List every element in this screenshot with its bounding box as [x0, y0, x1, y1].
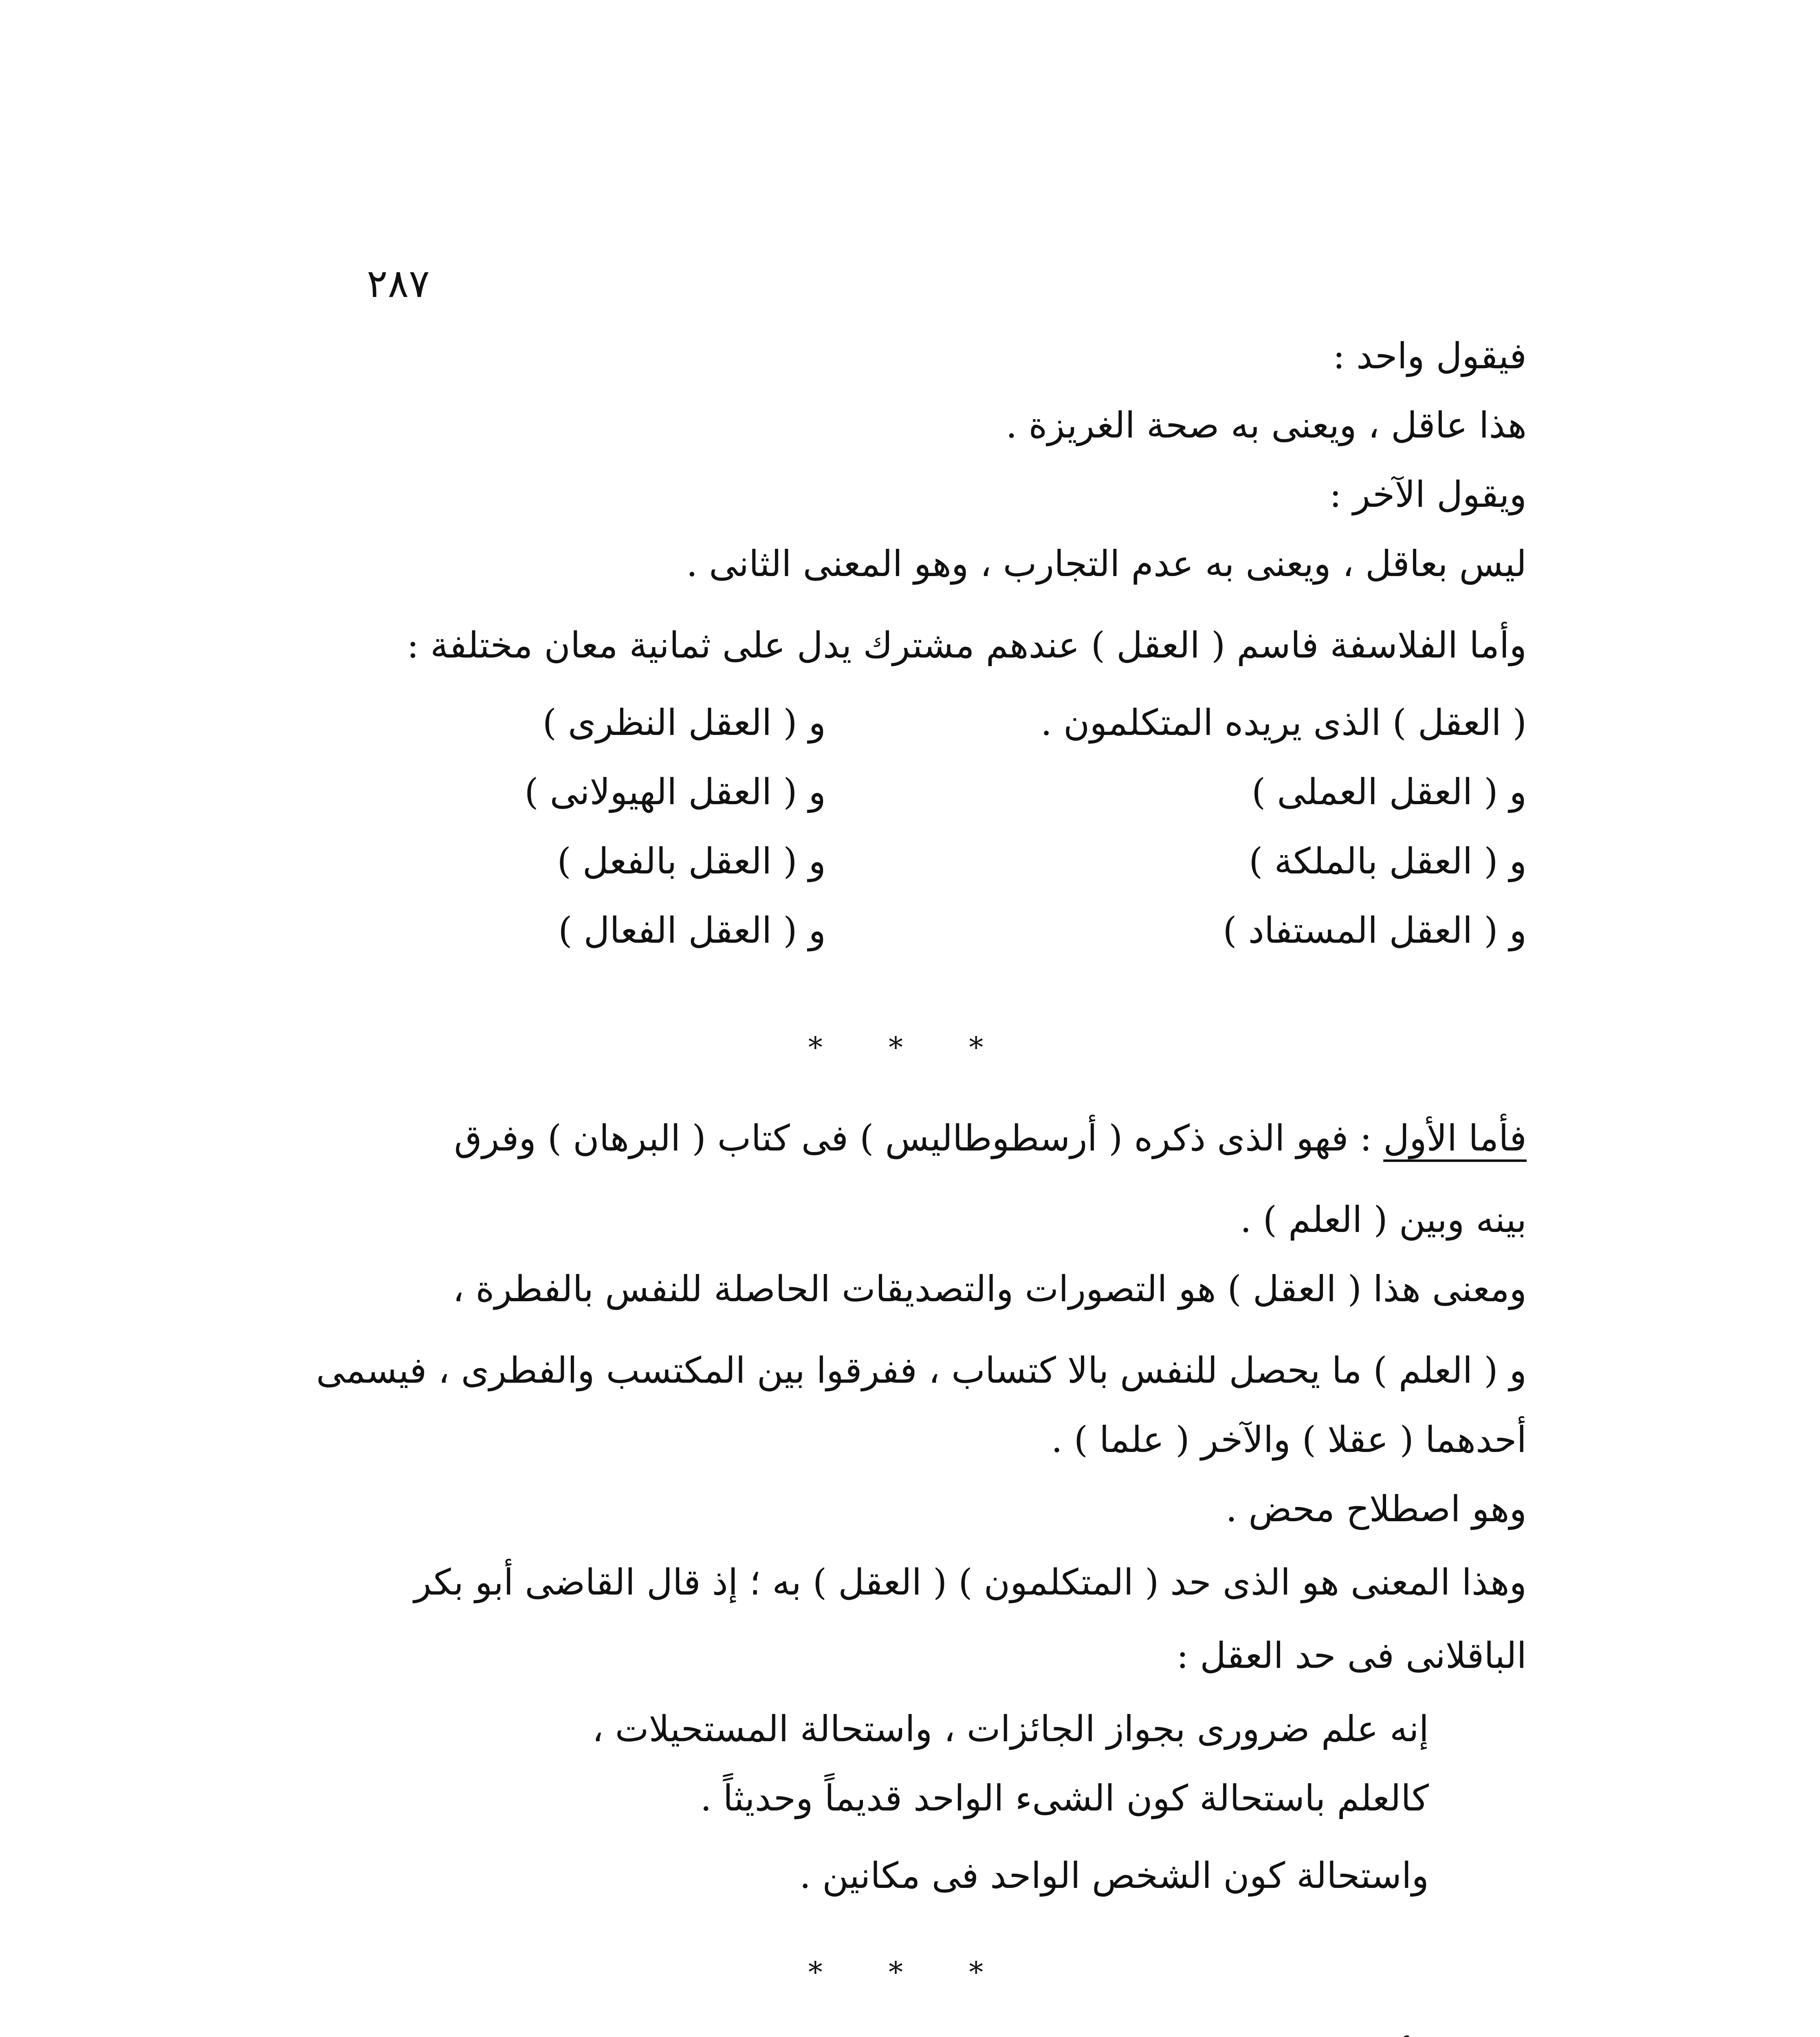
sense-item: و ( العقل النظرى ): [542, 702, 826, 744]
section-separator: * * *: [808, 1956, 1012, 1989]
text-line: بينه وبين ( العلم ) .: [1240, 1199, 1527, 1241]
page-number: ٢٨٧: [367, 261, 430, 306]
text-line: و ( العلم ) ما يحصل للنفس بالا كتساب ، ففرقوا بين المكتسب والفطرى ، فيسمى: [316, 1349, 1527, 1391]
text-line: أحدهما ( عقلا ) والآخر ( علما ) .: [1051, 1419, 1527, 1461]
text-line: وهو اصطلاح محض .: [1226, 1488, 1527, 1530]
sense-item: ( العقل ) الذى يريده المتكلمون .: [1041, 702, 1527, 744]
text-line: [454, 1117, 1527, 1159]
text-line: ليس بعاقل ، ويعنى به عدم التجارب ، وهو المعنى الثانى .: [686, 543, 1527, 585]
text-line: ويقول الآخر :: [1329, 473, 1527, 515]
sense-item: و ( العقل الفعال ): [558, 909, 826, 951]
text-line: وهذا المعنى هو الذى حد ( المتكلمون ) ( العقل ) به ؛ إذ قال القاضى أبو بكر: [414, 1561, 1527, 1603]
text-line: الباقلانى فى حد العقل :: [1176, 1634, 1527, 1676]
section-heading: فأما الأول: [1383, 1117, 1527, 1159]
sense-item: و ( العقل العملى ): [1252, 771, 1527, 813]
quote-line: كالعلم باستحالة كون الشىء الواحد قديماً وحديثاً .: [700, 1777, 1429, 1819]
text-line: هذا عاقل ، ويعنى به صحة الغريزة .: [1006, 404, 1527, 446]
quote-line: إنه علم ضرورى بجواز الجائزات ، واستحالة المستحيلات ،: [592, 1708, 1429, 1750]
quote-line: واستحالة كون الشخص الواحد فى مكانين .: [799, 1854, 1429, 1896]
sense-item: و ( العقل بالفعل ): [557, 840, 826, 882]
sense-item: و ( العقل الهيولانى ): [524, 771, 826, 813]
text-line-rest: : فهو الذى ذكره ( أرسطوطاليس ) فى كتاب ( البرهان ) وفرق: [454, 1117, 1372, 1159]
text-line: وأما الفلاسفة فاسم ( العقل ) عندهم مشترك يدل على ثمانية معان مختلفة :: [407, 624, 1527, 666]
sense-item: و ( العقل بالملكة ): [1249, 840, 1527, 882]
text-line: فيقول واحد :: [1333, 335, 1527, 377]
section-separator: * * *: [808, 1031, 1012, 1064]
sense-item: و ( العقل المستفاد ): [1223, 909, 1527, 951]
text-line: ومعنى هذا ( العقل ) هو التصورات والتصديقات الحاصلة للنفس بالفطرة ،: [452, 1268, 1527, 1310]
